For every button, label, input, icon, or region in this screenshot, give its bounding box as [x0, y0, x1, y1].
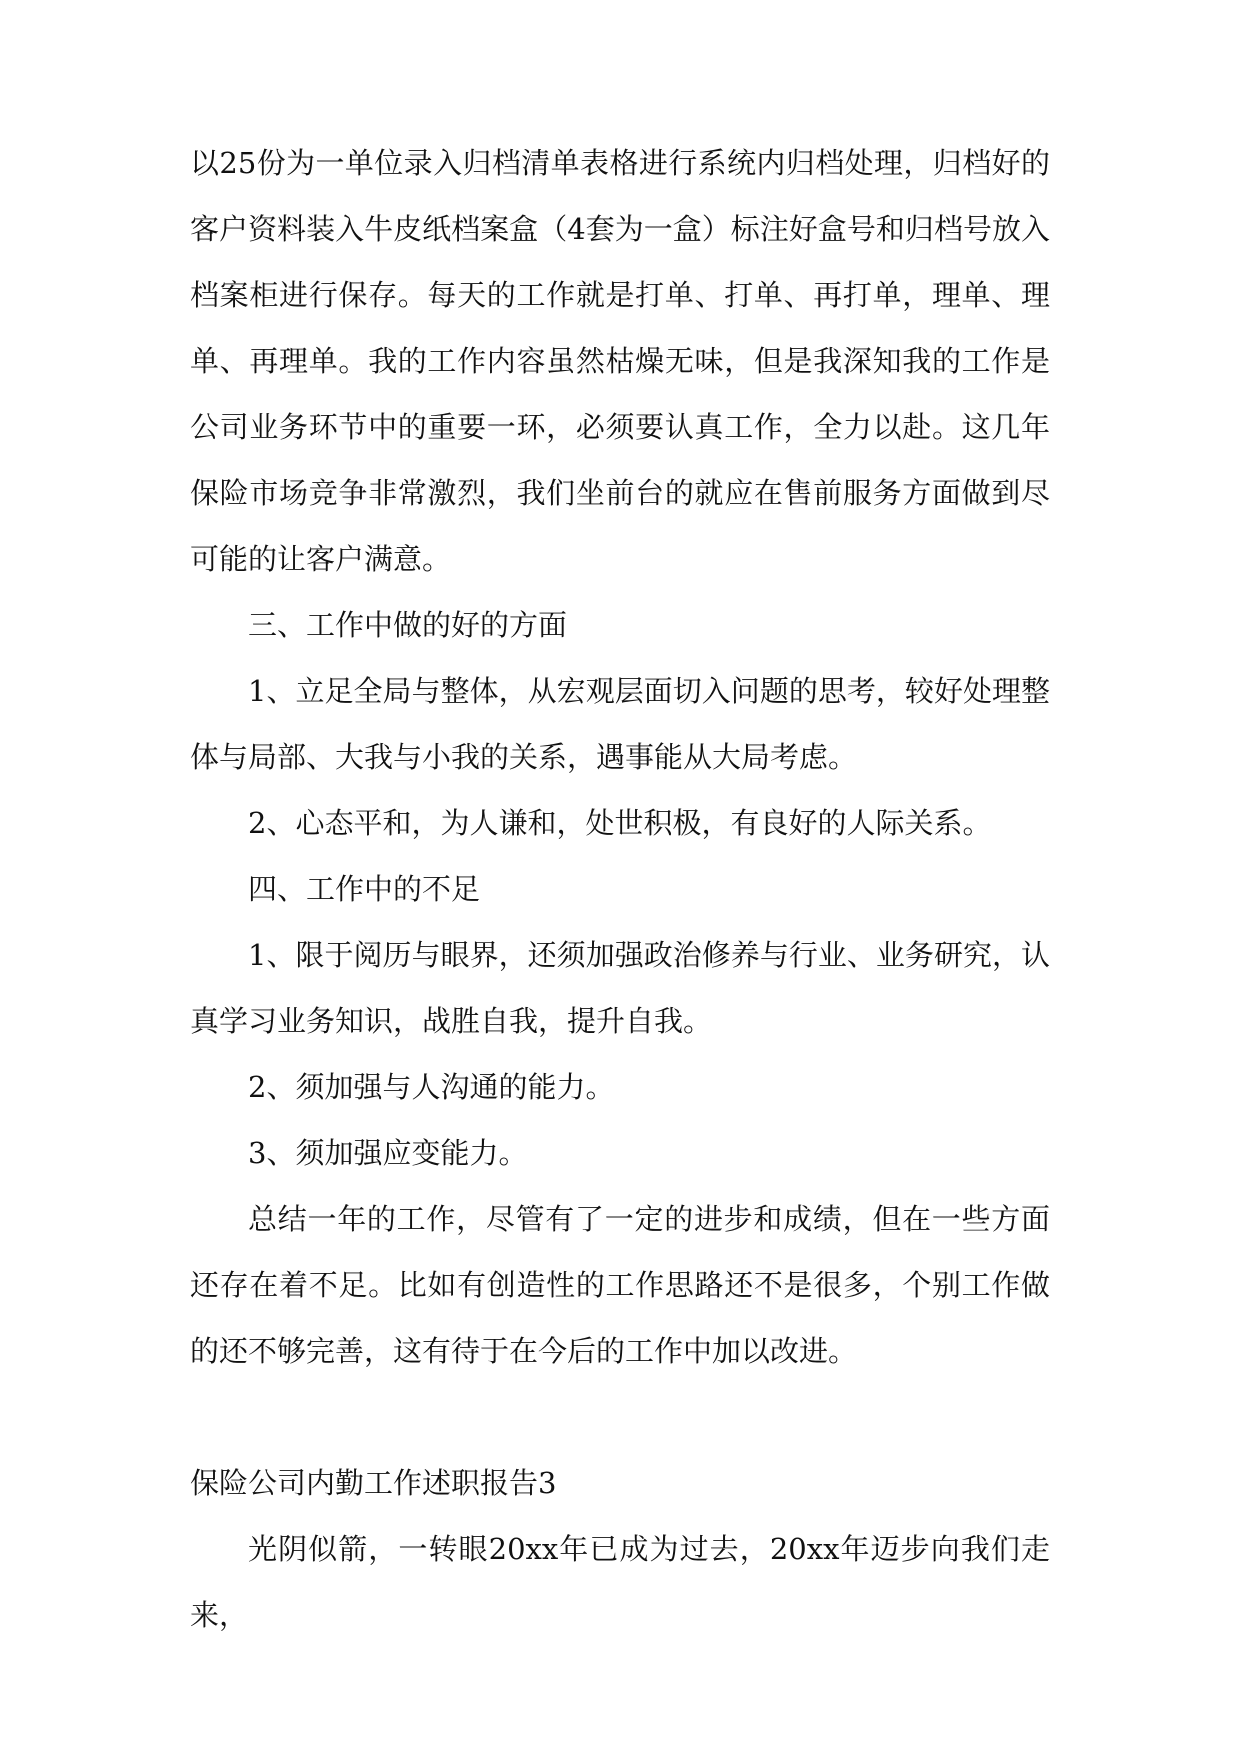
shortcoming-item-3: 3、须加强应变能力。: [248, 1136, 528, 1170]
shortcoming-item-2: 2、须加强与人沟通的能力。: [248, 1070, 615, 1104]
paragraph-archive-process: 以25份为一单位录入归档清单表格进行系统内归档处理，归档好的客户资料装入牛皮纸档案盒（4套为一盒）标注好盒号和归档号放入档案柜进行保存。每天的工作就是打单、打单、再打单，理单、理单、再理单。我的工作内容虽然枯燥无味，但是我深知我的工作是公司业务环节中的重要一环，必须要认真工作，全力以赴。这几年保险市场竞争非常激烈，我们坐前台的就应在售前服务方面做到尽可能的让客户满意。: [190, 146, 1050, 576]
opening-line: 光阴似箭，一转眼20xx年已成为过去，20xx年迈步向我们走来，: [190, 1532, 1050, 1632]
summary-paragraph: 总结一年的工作，尽管有了一定的进步和成绩，但在一些方面还存在着不足。比如有创造性的工作思路还不是很多，个别工作做的还不够完善，这有待于在今后的工作中加以改进。: [190, 1202, 1050, 1368]
strength-item-2: 2、心态平和，为人谦和，处世积极，有良好的人际关系。: [248, 806, 992, 840]
body-text: [190, 130, 1050, 1384]
shortcoming-item-1: 1、限于阅历与眼界，还须加强政治修养与行业、业务研究，认真学习业务知识，战胜自我，提升自我。: [190, 938, 1050, 1038]
strength-item-1: 1、立足全局与整体，从宏观层面切入问题的思考，较好处理整体与局部、大我与小我的关系，遇事能从大局考虑。: [190, 674, 1050, 774]
heading-strengths: 三、工作中做的好的方面: [248, 608, 568, 642]
heading-shortcomings: 四、工作中的不足: [248, 872, 481, 906]
section-title: 保险公司内勤工作述职报告3: [190, 1466, 557, 1500]
